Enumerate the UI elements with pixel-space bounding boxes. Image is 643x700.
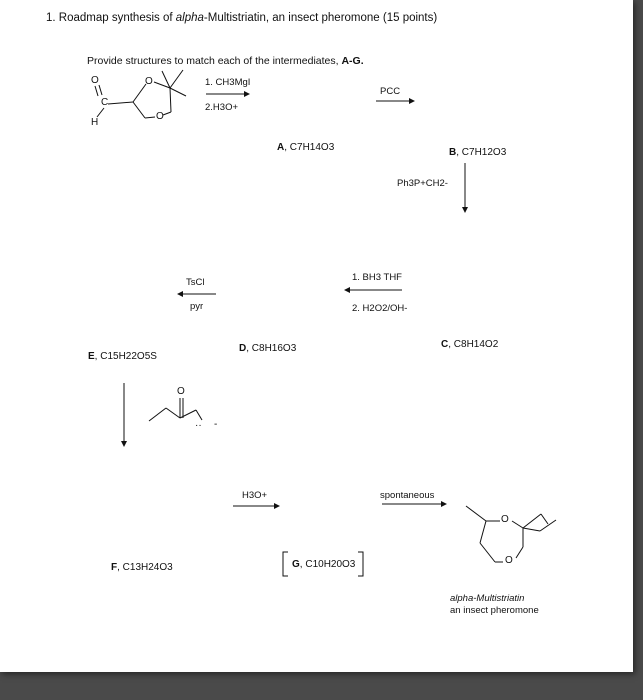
intermediate-E: E, C15H22O5S [88,351,157,362]
start-atom-carbon: C [101,97,109,108]
start-atom-hydrogen: H [91,117,99,128]
carbanion-charge: - [214,419,218,430]
product-name: alpha-Multistriatin [450,593,525,604]
product-atom-oxygen-1: O [501,514,509,525]
intermediate-A: A, C7H14O3 [277,142,335,153]
step3-reagent: Ph3P+CH2- [397,178,448,189]
start-material-structure [95,70,186,118]
carbanion-lone-pair: ·· [195,420,202,431]
start-atom-ring-oxygen-bottom: O [156,111,164,122]
step5-reagent-line2: pyr [190,301,204,312]
step5-reagent-line1: TsCl [186,277,205,288]
problem-title: 1. Roadmap synthesis of alpha-Multistriatin, an insect pheromone (15 points) [46,12,438,24]
intermediate-D: D, C8H16O3 [239,343,297,354]
product-atom-oxygen-2: O [505,555,513,566]
step2-reagent: PCC [380,86,401,97]
step1-reagent-line1: 1. CH3MgI [205,77,251,88]
step7-reagent: H3O+ [242,490,268,501]
step8-reagent: spontaneous [380,490,435,501]
step4-reagent-line1: 1. BH3 THF [352,272,402,283]
product-subtitle: an insect pheromone [450,605,539,616]
step1-reagent-line2: 2.H3O+ [205,102,239,113]
intermediate-C: C, C8H14O2 [441,339,499,350]
product-structure [466,506,556,562]
problem-instruction: Provide structures to match each of the intermediates, A-G. [87,55,364,67]
ketone-reagent-structure [149,398,202,421]
intermediate-G: G, C10H20O3 [292,559,356,570]
start-atom-carbonyl-oxygen: O [91,75,99,86]
step4-reagent-line2: 2. H2O2/OH- [352,303,408,314]
ketone-atom-oxygen: O [177,386,185,397]
intermediate-B: B, C7H12O3 [449,147,507,158]
intermediate-F: F, C13H24O3 [111,562,173,573]
start-atom-ring-oxygen-top: O [145,76,153,87]
reaction-arrows [121,91,468,509]
